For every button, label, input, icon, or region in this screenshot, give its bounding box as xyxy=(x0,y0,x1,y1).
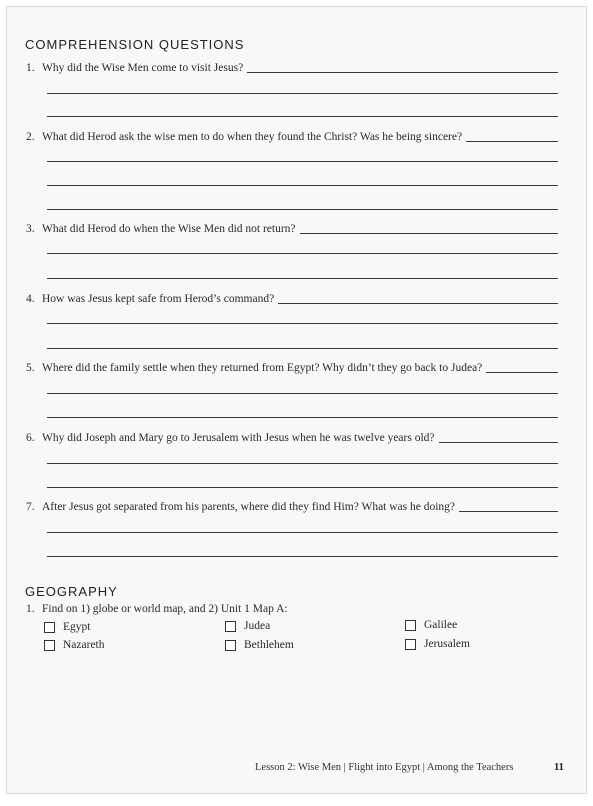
answer-line[interactable] xyxy=(47,487,558,488)
answer-line[interactable] xyxy=(47,532,558,533)
checkbox-bethlehem[interactable] xyxy=(225,639,294,651)
question-6 xyxy=(26,431,558,445)
question-text: Where did the family settle when they returned from Egypt? Why didn’t they go back to Judea? xyxy=(42,362,483,374)
question-4 xyxy=(26,292,558,306)
question-number: 3. xyxy=(26,223,35,235)
geography-instruction xyxy=(26,603,288,615)
answer-line[interactable] xyxy=(47,348,558,349)
question-text: What did Herod do when the Wise Men did not return? xyxy=(42,223,296,235)
checkbox-square[interactable] xyxy=(44,622,55,633)
geography-heading: GEOGRAPHY xyxy=(25,584,118,599)
checkbox-label: Nazareth xyxy=(63,639,105,651)
checkbox-label: Galilee xyxy=(424,619,458,631)
worksheet-page xyxy=(6,6,587,794)
question-text: Why did the Wise Men come to visit Jesus? xyxy=(42,62,244,74)
question-number: 1. xyxy=(26,62,35,74)
checkbox-label: Judea xyxy=(244,620,271,632)
answer-line[interactable] xyxy=(486,372,558,373)
answer-line[interactable] xyxy=(47,393,558,394)
question-5 xyxy=(26,361,558,375)
checkbox-label: Jerusalem xyxy=(424,638,470,650)
answer-line[interactable] xyxy=(47,556,558,557)
answer-line[interactable] xyxy=(47,209,558,210)
question-text: How was Jesus kept safe from Herod’s command? xyxy=(42,293,275,305)
question-text: What did Herod ask the wise men to do when they found the Christ? Was he being sincere? xyxy=(42,131,463,143)
comprehension-heading: COMPREHENSION QUESTIONS xyxy=(25,37,245,52)
question-number: 6. xyxy=(26,432,35,444)
answer-line[interactable] xyxy=(47,417,558,418)
question-text: Why did Joseph and Mary go to Jerusalem with Jesus when he was twelve years old? xyxy=(42,432,435,444)
checkbox-label: Bethlehem xyxy=(244,639,294,651)
answer-line[interactable] xyxy=(47,161,558,162)
question-text: After Jesus got separated from his parents, where did they find Him? What was he doing? xyxy=(42,501,456,513)
question-7 xyxy=(26,500,558,514)
checkbox-nazareth[interactable] xyxy=(44,639,105,651)
question-number: 5. xyxy=(26,362,35,374)
checkbox-square[interactable] xyxy=(225,621,236,632)
answer-line[interactable] xyxy=(466,141,558,142)
answer-line[interactable] xyxy=(47,116,558,117)
question-number: 4. xyxy=(26,293,35,305)
answer-line[interactable] xyxy=(47,185,558,186)
checkbox-judea[interactable] xyxy=(225,620,270,632)
checkbox-square[interactable] xyxy=(44,640,55,651)
checkbox-egypt[interactable] xyxy=(44,621,90,633)
answer-line[interactable] xyxy=(247,72,558,73)
checkbox-galilee[interactable] xyxy=(405,619,457,631)
question-3 xyxy=(26,222,558,236)
answer-line[interactable] xyxy=(459,511,558,512)
checkbox-label: Egypt xyxy=(63,621,91,633)
page-number: 11 xyxy=(554,762,564,773)
checkbox-square[interactable] xyxy=(405,620,416,631)
instruction-number: 1. xyxy=(26,603,35,615)
answer-line[interactable] xyxy=(47,463,558,464)
checkbox-square[interactable] xyxy=(225,640,236,651)
answer-line[interactable] xyxy=(47,93,558,94)
lesson-footer: Lesson 2: Wise Men | Flight into Egypt | Among the Teachers xyxy=(255,762,514,773)
answer-line[interactable] xyxy=(47,323,558,324)
checkbox-jerusalem[interactable] xyxy=(405,638,470,650)
checkbox-square[interactable] xyxy=(405,639,416,650)
answer-line[interactable] xyxy=(47,278,558,279)
answer-line[interactable] xyxy=(439,442,558,443)
question-number: 7. xyxy=(26,501,35,513)
answer-line[interactable] xyxy=(278,303,558,304)
question-number: 2. xyxy=(26,131,35,143)
answer-line[interactable] xyxy=(300,233,558,234)
question-1 xyxy=(26,61,558,75)
instruction-text: Find on 1) globe or world map, and 2) Unit 1 Map A: xyxy=(42,603,288,615)
question-2 xyxy=(26,130,558,144)
answer-line[interactable] xyxy=(47,253,558,254)
